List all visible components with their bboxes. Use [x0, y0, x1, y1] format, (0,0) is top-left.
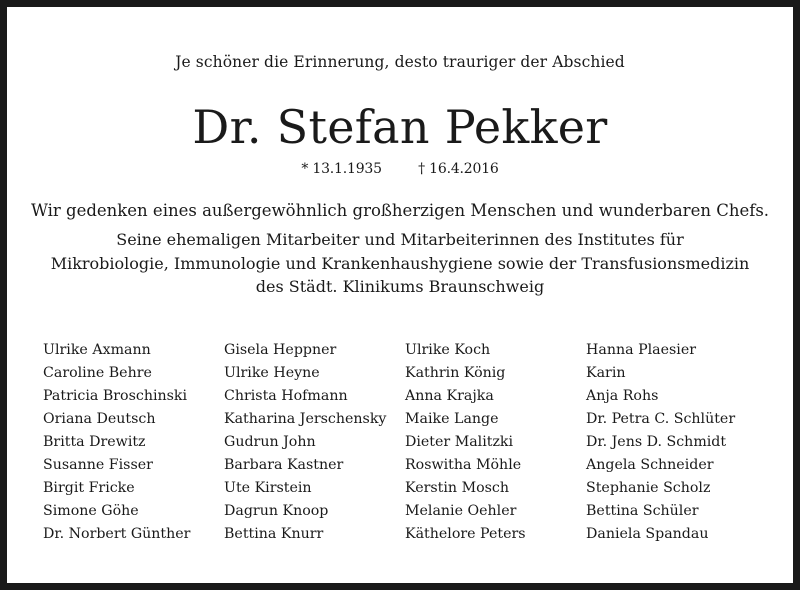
signer-name: Kerstin Mosch: [405, 480, 509, 496]
signer-name: Ulrike Koch: [405, 342, 491, 358]
signer-name: Daniela Spandau: [586, 526, 709, 542]
signer-name: Caroline Behre: [43, 365, 152, 381]
death-date: † 16.4.2016: [418, 161, 499, 177]
signer-name: Stephanie Scholz: [586, 480, 711, 496]
signer-name: Bettina Knurr: [224, 526, 324, 542]
signers-line: Seine ehemaligen Mitarbeiter und Mitarbeiterinnen des Institutes für: [116, 230, 684, 249]
signer-name: Simone Göhe: [43, 503, 139, 519]
signer-name: Dr. Petra C. Schlüter: [586, 411, 736, 427]
signer-name: Oriana Deutsch: [43, 411, 156, 427]
deceased-name: Dr. Stefan Pekker: [192, 100, 608, 154]
signer-name: Ute Kirstein: [224, 480, 312, 496]
signer-name: Melanie Oehler: [405, 503, 517, 519]
signer-name: Barbara Kastner: [224, 457, 344, 473]
signer-name: Birgit Fricke: [43, 480, 135, 496]
signer-name: Dr. Jens D. Schmidt: [586, 434, 727, 450]
signer-name: Dieter Malitzki: [405, 434, 514, 450]
signers-line: des Städt. Klinikums Braunschweig: [255, 277, 545, 296]
signer-name: Angela Schneider: [586, 457, 714, 473]
signer-name: Ulrike Axmann: [43, 342, 151, 358]
signer-name: Roswitha Möhle: [405, 457, 522, 473]
signer-name: Gisela Heppner: [224, 342, 337, 358]
signer-name: Kathrin König: [405, 365, 506, 381]
signer-name: Dr. Norbert Günther: [43, 526, 191, 542]
signer-name: Hanna Plaesier: [586, 342, 697, 358]
birth-date: * 13.1.1935: [301, 161, 382, 177]
signer-name: Käthelore Peters: [405, 526, 526, 542]
signer-name: Maike Lange: [405, 411, 499, 427]
motto: Je schöner die Erinnerung, desto trauriger der Abschied: [175, 53, 625, 71]
signer-name: Anna Krajka: [405, 388, 494, 404]
signer-name: Dagrun Knoop: [224, 503, 329, 519]
names-column-2: [224, 339, 404, 546]
signer-name: Britta Drewitz: [43, 434, 146, 450]
names-column-4: [586, 339, 766, 546]
signer-name: Ulrike Heyne: [224, 365, 320, 381]
signers-description: [7, 228, 793, 299]
signer-name: Karin: [586, 365, 626, 381]
life-dates: [7, 161, 793, 177]
signer-name: Patricia Broschinski: [43, 388, 188, 404]
signer-name: Gudrun John: [224, 434, 316, 450]
names-column-1: [43, 339, 223, 546]
signers-line: Mikrobiologie, Immunologie und Krankenhaushygiene sowie der Transfusionsmedizin: [50, 253, 750, 273]
signer-name: Anja Rohs: [586, 388, 659, 404]
signer-name: Christa Hofmann: [224, 388, 348, 404]
signer-name: Bettina Schüler: [586, 503, 699, 519]
tribute-text: Wir gedenken eines außergewöhnlich großherzigen Menschen und wunderbaren Chefs.: [30, 201, 770, 220]
signer-name: Susanne Fisser: [43, 457, 153, 473]
signer-name: Katharina Jerschensky: [224, 411, 387, 427]
names-column-3: [405, 339, 585, 546]
